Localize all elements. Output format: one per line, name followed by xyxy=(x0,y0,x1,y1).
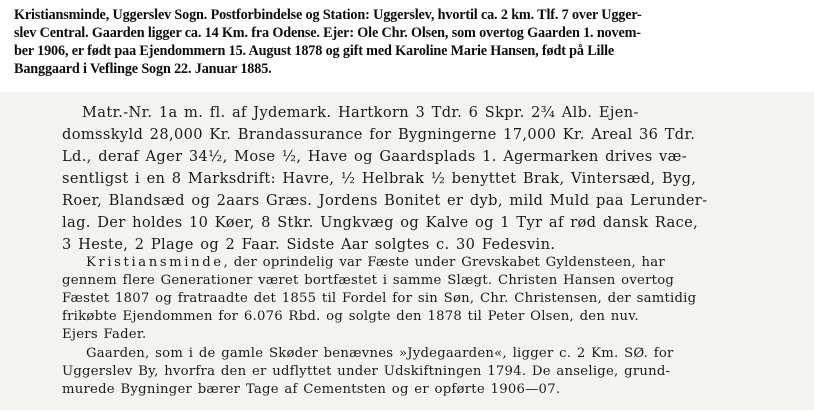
paragraph-line: Gaarden, som i de gamle Skøder benævnes »Jydegaarden«, ligger c. 2 Km. SØ. for xyxy=(86,346,674,361)
paragraph-line: Ld., deraf Ager 34½, Mose ½, Have og Gaardsplads 1. Agermarken drives væ- xyxy=(62,148,687,165)
paragraph-text: , der oprindelig var Fæste under Grevskabet Gyldensteen, har xyxy=(223,255,665,270)
paragraph-line: sentligst i en 8 Marksdrift: Havre, ½ Helbrak ½ benyttet Brak, Vintersæd, Byg, xyxy=(62,170,697,187)
paragraph-line: domsskyld 28,000 Kr. Brandassurance for Bygningerne 17,000 Kr. Areal 36 Tdr. xyxy=(62,126,696,143)
body-text xyxy=(0,92,814,410)
header-line: ber 1906, er født paa Ejendommern 15. August 1878 og gift med Karoline Marie Hansen, født på Lille xyxy=(14,43,615,59)
paragraph-line xyxy=(86,255,665,270)
paragraph-line: frikøbte Ejendommen for 6.076 Rbd. og solgte den 1878 til Peter Olsen, den nuv. xyxy=(62,309,639,324)
place-name: Kristiansminde xyxy=(86,255,224,270)
paragraph-line: murede Bygninger bærer Tage af Cementsten og er opførte 1906—07. xyxy=(62,382,561,397)
paragraph-line: Fæstet 1807 og fratraadte det 1855 til Fordel for sin Søn, Chr. Christensen, der samtidig xyxy=(62,291,697,306)
header-caption xyxy=(0,0,814,92)
paragraph-line: Ejers Fader. xyxy=(62,327,147,342)
header-line: Kristiansminde, Uggerslev Sogn. Postforbindelse og Station: Uggerslev, hvortil ca. 2 km. Tlf. 7 over Ugger- xyxy=(14,7,642,23)
paragraph-line: Matr.-Nr. 1a m. fl. af Jydemark. Hartkorn 3 Tdr. 6 Skpr. 2¾ Alb. Ejen- xyxy=(82,104,639,121)
paragraph-line: lag. Der holdes 10 Køer, 8 Stkr. Ungkvæg og Kalve og 1 Tyr af rød dansk Race, xyxy=(62,214,699,231)
paragraph-line: gennem flere Generationer været bortfæstet i samme Slægt. Christen Hansen overtog xyxy=(62,273,675,288)
header-line: Banggaard i Veflinge Sogn 22. Januar 1885. xyxy=(14,61,272,77)
paragraph-line: Uggerslev By, hvorfra den er udflyttet under Udskiftningen 1794. De anselige, grund- xyxy=(62,364,671,379)
paragraph-line: 3 Heste, 2 Plage og 2 Faar. Sidste Aar solgtes c. 30 Fedesvin. xyxy=(62,236,556,253)
header-line: slev Central. Gaarden ligger ca. 14 Km. fra Odense. Ejer: Ole Chr. Olsen, som overtog Gaarden 1. novem- xyxy=(14,25,641,41)
paragraph-line: Roer, Blandsæd og 2aars Græs. Jordens Bonitet er dyb, mild Muld paa Lerunder- xyxy=(62,192,708,209)
